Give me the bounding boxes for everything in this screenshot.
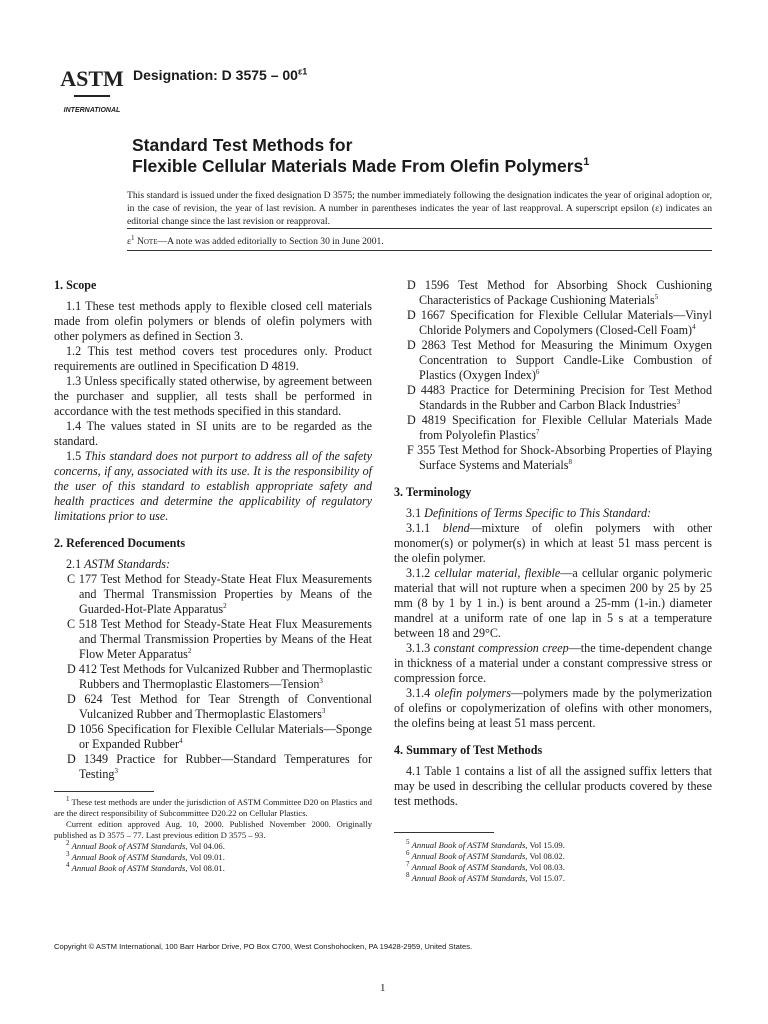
right-column — [394, 278, 712, 809]
paragraph-1-4: 1.4 The values stated in SI units are to be regarded as the standard. — [54, 419, 372, 448]
reference-item: D 1596 Test Method for Absorbing Shock Cushioning Characteristics of Package Cushioning Materials$^5$ — [407, 278, 712, 307]
designation: Designation: D $3575 - 00^{\varepsilon 1}$ — [133, 66, 308, 83]
reference-item: C 518 Test Method for Steady-State Heat Flux Measurements and Thermal Transmission Properties by Means of the Heat Flow Meter Apparatus$^2$ — [67, 617, 372, 661]
left-column — [54, 278, 372, 782]
footnote-divider — [54, 791, 154, 792]
paragraph-2-1: 2.1 ASTM Standards: — [66, 557, 171, 571]
epsilon-note: $\varepsilon^1$ Note—A note was added editorially to Section 30 in June 2001. — [127, 233, 384, 247]
section-heading-scope: 1. Scope — [54, 278, 97, 292]
footnote: $^5$ Annual Book of ASTM Standards, Vol 15.09. — [406, 838, 565, 850]
reference-list-right — [394, 278, 712, 473]
footnote: $^2$ Annual Book of ASTM Standards, Vol 04.06. — [66, 839, 225, 851]
copyright-notice: Copyright © ASTM International, 100 Barr Harbor Drive, PO Box C700, West Conshohocken, PA 19428-2959, United States. — [54, 942, 473, 951]
paragraph-1-1: 1.1 These test methods apply to flexible closed cell materials made from olefin polymers or blends of olefin polymers with other polymers as defined in Section 3. — [54, 299, 372, 343]
reference-item: D 412 Test Methods for Vulcanized Rubber and Thermoplastic Rubbers and Thermoplastic Elastomers—Tension$^3$ — [67, 662, 372, 691]
astm-logo — [60, 56, 124, 118]
svg-text:ASTM: ASTM — [60, 66, 124, 91]
footnote: $^1$ These test methods are under the jurisdiction of ASTM Committee D20 on Plastics and are the direct responsibility of Subcommittee D20.22 on Cellular Plastics. — [54, 795, 372, 818]
reference-item: D 624 Test Method for Tear Strength of Conventional Vulcanized Rubber and Thermoplastic Elastomers$^3$ — [67, 692, 372, 721]
reference-item: D 4819 Specification for Flexible Cellular Materials Made from Polyolefin Plastics$^7$ — [407, 413, 712, 442]
paragraph-3-1-4: 3.1.4 olefin polymers—polymers made by the polymerization of olefins or copolymerization of olefins with other monomers, the olefins being at least 51 mass percent. — [394, 686, 713, 730]
reference-item: D 2863 Test Method for Measuring the Minimum Oxygen Concentration to Support Candle-Like Combustion of Plastics (Oxygen Index)$^6$ — [407, 338, 712, 382]
paragraph-3-1-2: 3.1.2 cellular material, flexible—a cellular organic polymeric material that will not rupture when a specimen 200 by 25 by 25 mm (8 by 1 by 1 in.) is bent around a 25-mm (1-in.) diameter mandrel at a uniform rate of one lap in 5 s at a temperature between 18 and 29°C. — [394, 566, 712, 640]
paragraph-4-1: 4.1 Table 1 contains a list of all the assigned suffix letters that may be used in describing the cellular products covered by these test methods. — [394, 764, 712, 808]
footnote: $^6$ Annual Book of ASTM Standards, Vol 08.02. — [406, 849, 565, 861]
section-heading-summary: 4. Summary of Test Methods — [394, 743, 543, 757]
reference-item: C 177 Test Method for Steady-State Heat Flux Measurements and Thermal Transmission Properties by Means of the Guarded-Hot-Plate Apparatus$^2$ — [67, 572, 372, 616]
paragraph-1-5: 1.5 This standard does not purport to address all of the safety concerns, if any, associated with its use. It is the responsibility of the user of this standard to establish appropriate safety and health practices and determine the applicability of regulatory limitations prior to use. — [54, 449, 372, 523]
footnote: $^4$ Annual Book of ASTM Standards, Vol 08.01. — [66, 861, 225, 873]
title-line-2: Flexible Cellular Materials Made From Olefin Polymers$^1$ — [132, 156, 590, 176]
paragraph-3-1: 3.1 Definitions of Terms Specific to This Standard: — [406, 506, 652, 520]
reference-item: F 355 Test Method for Shock-Absorbing Properties of Playing Surface Systems and Materials$^8$ — [407, 443, 712, 472]
page-number: 1 — [380, 982, 386, 994]
footnotes-right — [394, 840, 712, 884]
divider — [127, 250, 712, 251]
reference-item: D 1349 Practice for Rubber—Standard Temperatures for Testing$^3$ — [67, 752, 372, 781]
footnote-divider — [394, 832, 494, 833]
document-title — [132, 135, 589, 177]
section-heading-referenced-documents: 2. Referenced Documents — [54, 536, 186, 550]
footnote: $^8$ Annual Book of ASTM Standards, Vol 15.07. — [406, 871, 565, 883]
reference-item: D 1667 Specification for Flexible Cellular Materials—Vinyl Chloride Polymers and Copolymers (Closed-Cell Foam)$^4$ — [407, 308, 712, 337]
paragraph-1-2: 1.2 This test method covers test procedures only. Product requirements are outlined in Specification D 4819. — [54, 344, 372, 373]
footnotes-left — [54, 797, 372, 874]
title-line-1: Standard Test Methods for — [132, 135, 353, 155]
reference-list-left — [54, 572, 372, 782]
footnote: $^7$ Annual Book of ASTM Standards, Vol 08.03. — [406, 860, 565, 872]
paragraph-3-1-3: 3.1.3 constant compression creep—the time-dependent change in thickness of a material under a constant compressive stress or compression force. — [394, 641, 712, 685]
paragraph-3-1-1: 3.1.1 blend—mixture of olefin polymers with other monomer(s) or polymer(s) in which at least 51 mass percent is the olefin polymer. — [394, 521, 713, 565]
issuance-note: This standard is issued under the fixed designation D 3575; the number immediately following the designation indicates the year of original adoption or, in the case of revision, the year of last revision. A number in parentheses indicates the year of last reapproval. A superscript epsilon (ε) indicates an editorial change since the last revision or reapproval. — [127, 190, 712, 227]
reference-item: D 4483 Practice for Determining Precision for Test Method Standards in the Rubber and Carbon Black Industries$^3$ — [407, 383, 712, 412]
divider — [127, 228, 712, 229]
footnote: $^3$ Annual Book of ASTM Standards, Vol 09.01. — [66, 850, 225, 862]
footnote: Current edition approved Aug. 10, 2000. Published November 2000. Originally published as D 3575 – 77. Last previous edition D 3575 – 93. — [54, 819, 372, 840]
paragraph-1-3: 1.3 Unless specifically stated otherwise, by agreement between the purchaser and supplier, all tests shall be performed in accordance with the test methods specified in this standard. — [54, 374, 372, 418]
section-heading-terminology: 3. Terminology — [394, 485, 472, 499]
svg-text:INTERNATIONAL: INTERNATIONAL — [63, 107, 121, 114]
reference-item: D 1056 Specification for Flexible Cellular Materials—Sponge or Expanded Rubber$^4$ — [67, 722, 372, 751]
